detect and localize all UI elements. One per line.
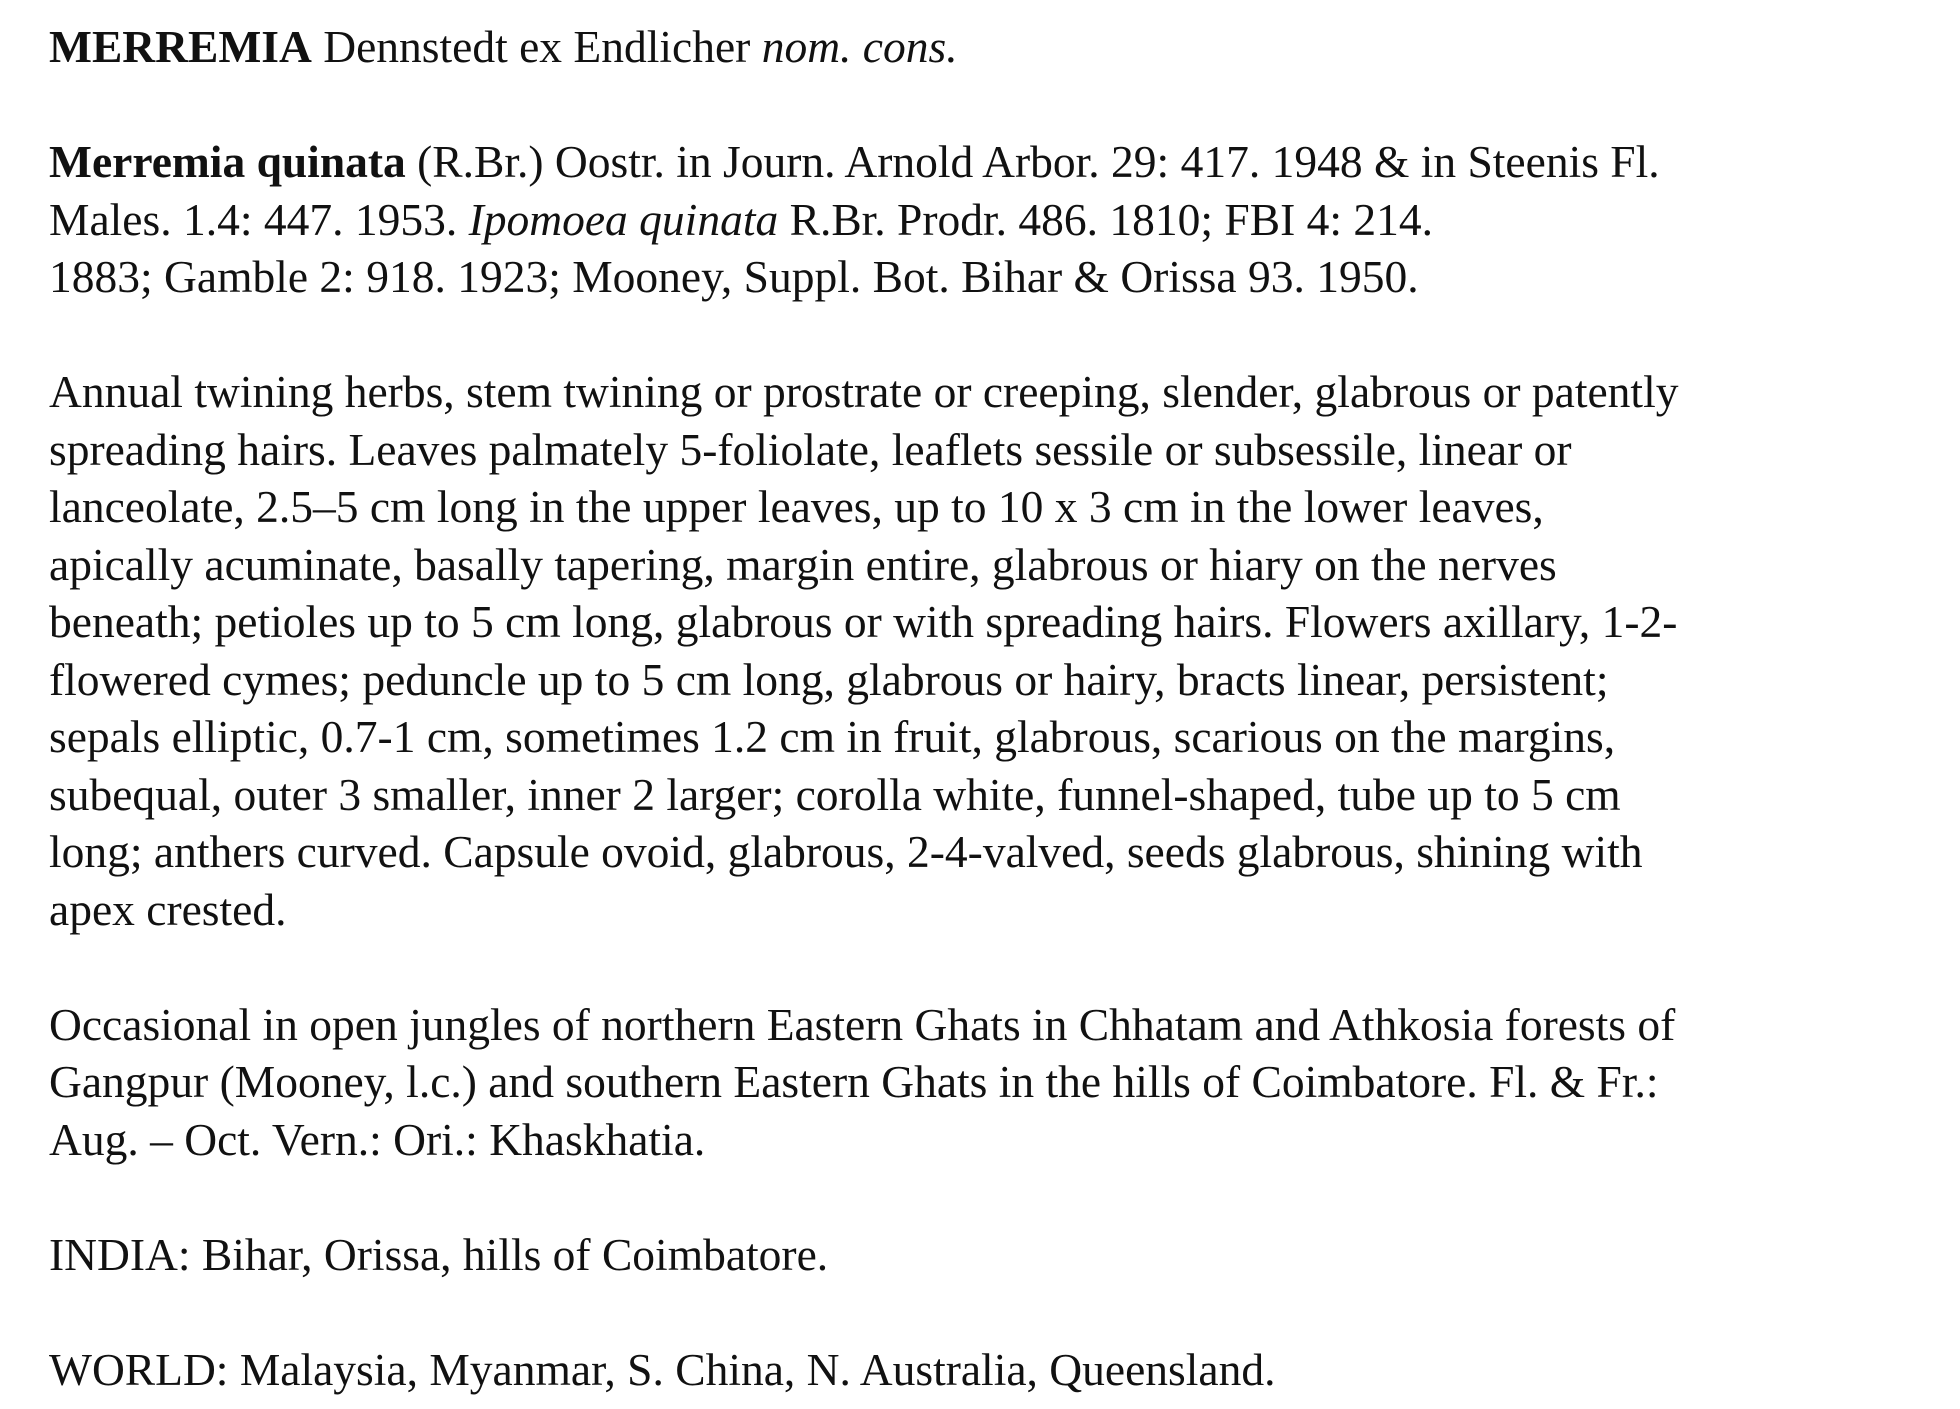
india-distribution bbox=[49, 1226, 1929, 1284]
description-line: beneath; petioles up to 5 cm long, glabrous or with spreading hairs. Flowers axillary, 1-2- bbox=[49, 596, 1678, 647]
citation-line-1 bbox=[49, 133, 1929, 191]
description-line: apically acuminate, basally tapering, margin entire, glabrous or hiary on the nerves bbox=[49, 538, 1557, 590]
citation-text-2a: Males. 1.4: 447. 1953. bbox=[49, 193, 458, 245]
world-text: WORLD: Malaysia, Myanmar, S. China, N. Australia, Queensland. bbox=[49, 1343, 1276, 1395]
distribution-paragraph bbox=[49, 996, 1929, 1169]
description-paragraph bbox=[49, 363, 1929, 938]
distribution-line: Aug. – Oct. Vern.: Ori.: Khaskhatia. bbox=[49, 1113, 706, 1165]
description-line: subequal, outer 3 smaller, inner 2 larger; corolla white, funnel-shaped, tube up to 5 cm bbox=[49, 768, 1621, 820]
species-name: Merremia quinata bbox=[49, 136, 406, 187]
citation-line-2 bbox=[49, 191, 1929, 249]
india-text: INDIA: Bihar, Orissa, hills of Coimbatore. bbox=[49, 1228, 829, 1280]
genus-authority: Dennstedt ex Endlicher bbox=[323, 21, 751, 72]
citation-text-1: (R.Br.) Oostr. in Journ. Arnold Arbor. 29: 417. 1948 & in Steenis Fl. bbox=[417, 136, 1660, 187]
genus-heading bbox=[49, 18, 1929, 76]
document-page bbox=[49, 18, 1929, 1398]
description-line: spreading hairs. Leaves palmately 5-foliolate, leaflets sessile or subsessile, linear or bbox=[49, 423, 1572, 475]
description-line: lanceolate, 2.5–5 cm long in the upper leaves, up to 10 x 3 cm in the lower leaves, bbox=[49, 481, 1544, 532]
world-distribution bbox=[49, 1341, 1929, 1399]
citation-line-3: 1883; Gamble 2: 918. 1923; Mooney, Suppl. Bot. Bihar & Orissa 93. 1950. bbox=[49, 251, 1419, 302]
description-line: flowered cymes; peduncle up to 5 cm long, glabrous or hairy, bracts linear, persistent; bbox=[49, 653, 1609, 705]
nomenclatural-status: nom. cons. bbox=[761, 21, 958, 72]
distribution-line: Occasional in open jungles of northern Eastern Ghats in Chhatam and Athkosia forests of bbox=[49, 998, 1676, 1050]
citation-text-2b: R.Br. Prodr. 486. 1810; FBI 4: 214. bbox=[789, 193, 1433, 245]
description-line: apex crested. bbox=[49, 883, 287, 935]
description-line: sepals elliptic, 0.7-1 cm, sometimes 1.2 cm in fruit, glabrous, scarious on the margins, bbox=[49, 711, 1616, 762]
description-line: long; anthers curved. Capsule ovoid, glabrous, 2-4-valved, seeds glabrous, shining with bbox=[49, 826, 1643, 877]
description-line: Annual twining herbs, stem twining or prostrate or creeping, slender, glabrous or patently bbox=[49, 366, 1679, 417]
genus-name: MERREMIA bbox=[49, 21, 312, 72]
synonym-name: Ipomoea quinata bbox=[468, 193, 779, 245]
species-citation bbox=[49, 133, 1929, 306]
distribution-line: Gangpur (Mooney, l.c.) and southern Eastern Ghats in the hills of Coimbatore. Fl. & Fr.: bbox=[49, 1056, 1659, 1107]
